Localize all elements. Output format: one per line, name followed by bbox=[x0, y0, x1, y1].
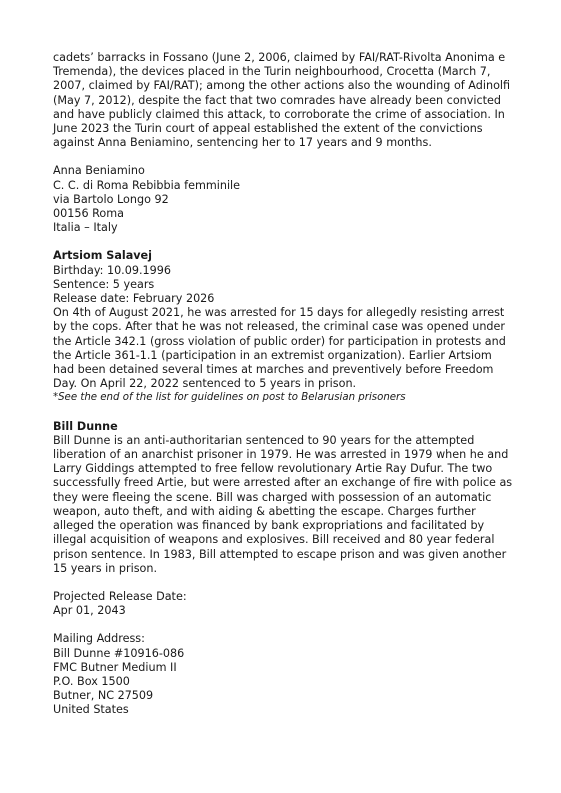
address-line: Anna Beniamino bbox=[53, 164, 145, 178]
release-date: Apr 01, 2043 bbox=[53, 604, 126, 618]
address-line: via Bartolo Longo 92 bbox=[53, 192, 169, 206]
address-line: FMC Butner Medium II bbox=[53, 660, 177, 674]
address-line: Butner, NC 27509 bbox=[53, 689, 154, 703]
address-line: United States bbox=[53, 703, 129, 717]
address-line: Italia – Italy bbox=[53, 221, 118, 235]
release-date: Release date: February 2026 bbox=[53, 292, 215, 306]
bio-paragraph: Bill Dunne is an anti-authoritarian sentenced to 90 years for the attempted liberation of an anarchist prisoner in 1979. He was arrested in 1979 when he and Larry Giddings attempted to free fellow revolutionary Artie Ray Dufur. The two successfully freed Artie, but were arrested after an exchange of fire with police as they were fleeing the scene. Bill was charged with possession of an automatic weapon, auto theft, and with aiding & abetting the escape. Charges further alleged the operation was financed by bank expropriations and facilitated by illegal acquisition of weapons and explosives. Bill received and 80 year federal prison sentence. In 1983, Bill attempted to escape prison and was given another 15 years in prison. bbox=[53, 433, 513, 575]
footnote: *See the end of the list for guidelines on post to Belarusian prisoners bbox=[53, 392, 406, 404]
address-line: Bill Dunne #10916-086 bbox=[53, 646, 185, 660]
address-line: 00156 Roma bbox=[53, 207, 125, 221]
intro-paragraph: cadets’ barracks in Fossano (June 2, 2006, claimed by FAI/RAT-Rivolta Anonima e Tremenda), the devices placed in the Turin neighbourhood, Crocetta (March 7, 2007, claimed by FAI/RAT); among the other actions also the wounding of Adinolfi (May 7, 2012), despite the fact that two comrades have already been convicted and have publicly claimed this attack, to corroborate the crime of association. In June 2023 the Turin court of appeal established the extent of the convictions against Anna Beniamino, sentencing her to 17 years and 9 months. bbox=[53, 51, 511, 150]
address-line: C. C. di Roma Rebibbia femminile bbox=[53, 178, 241, 192]
document-page bbox=[53, 51, 513, 718]
mailing-label: Mailing Address: bbox=[53, 632, 145, 646]
address-line: P.O. Box 1500 bbox=[53, 674, 130, 688]
bill-section bbox=[53, 420, 513, 718]
release-label: Projected Release Date: bbox=[53, 589, 187, 603]
birthday: Birthday: 10.09.1996 bbox=[53, 263, 172, 277]
anna-address-block bbox=[53, 164, 513, 235]
prisoner-name: Artsiom Salavej bbox=[53, 249, 152, 263]
sentence: Sentence: 5 years bbox=[53, 277, 155, 291]
prisoner-name: Bill Dunne bbox=[53, 419, 118, 433]
artsiom-section bbox=[53, 249, 513, 405]
bio-paragraph: On 4th of August 2021, he was arrested for 15 days for allegedly resisting arrest by the cops. After that he was not released, the criminal case was opened under the Article 342.1 (gross violation of public order) for participation in protests and the Article 361-1.1 (participation in an extremist organization). Earlier Artsiom had been detained several times at marches and preventively before Freedom Day. On April 22, 2022 sentenced to 5 years in prison. bbox=[53, 306, 506, 391]
